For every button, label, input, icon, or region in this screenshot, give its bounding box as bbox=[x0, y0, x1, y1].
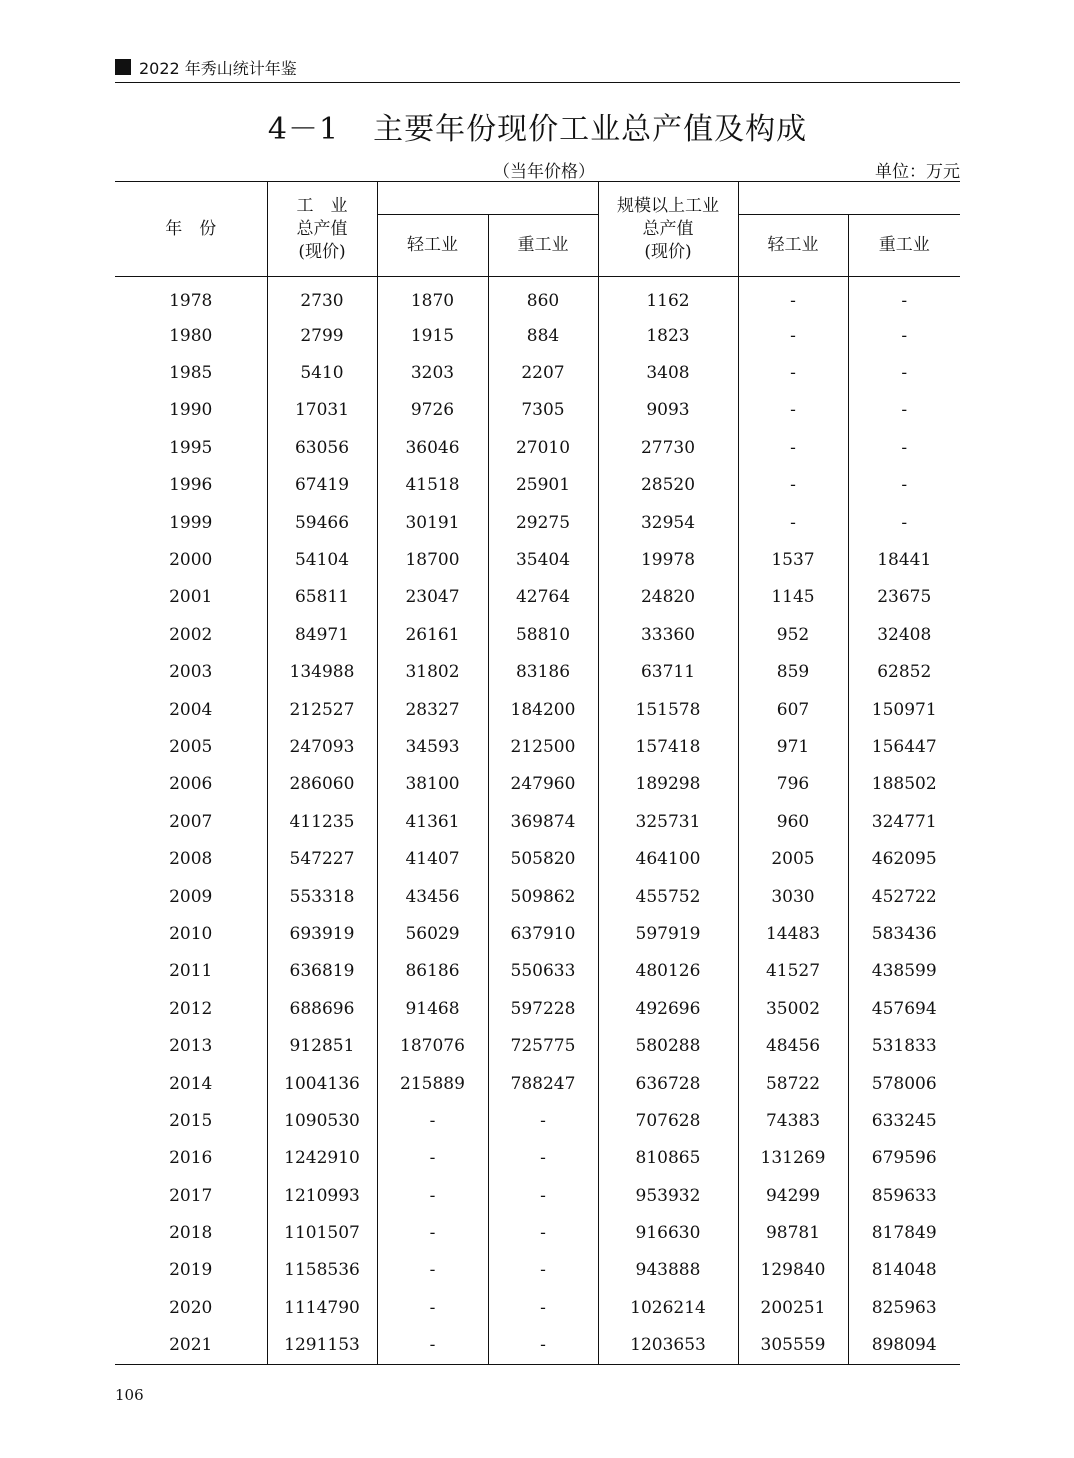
header-heavy-2: 重工业 bbox=[848, 215, 960, 277]
heavy-2-cell: 583436 bbox=[848, 915, 960, 952]
heavy-cell: - bbox=[488, 1327, 598, 1365]
light-2-cell: 200251 bbox=[738, 1289, 848, 1326]
year-cell: 2009 bbox=[169, 886, 213, 907]
heavy-2-cell: - bbox=[848, 277, 960, 318]
year-cell: 1980 bbox=[169, 325, 213, 346]
heavy-cell: - bbox=[488, 1214, 598, 1251]
light-2-cell: 35002 bbox=[738, 990, 848, 1027]
year-cell: 2018 bbox=[169, 1223, 213, 1244]
table-row bbox=[115, 1177, 960, 1214]
year-cell: 2005 bbox=[169, 736, 213, 757]
gross-output-cell: 1114790 bbox=[267, 1289, 377, 1326]
year-cell: 2019 bbox=[169, 1260, 213, 1281]
year-cell: 2002 bbox=[169, 624, 213, 645]
light-2-cell: - bbox=[738, 429, 848, 466]
table-row bbox=[115, 1214, 960, 1251]
gross-output-cell: 54104 bbox=[267, 541, 377, 578]
table-row bbox=[115, 728, 960, 765]
heavy-2-cell: 150971 bbox=[848, 691, 960, 728]
table-row bbox=[115, 1252, 960, 1289]
above-scale-cell: 28520 bbox=[598, 467, 738, 504]
light-2-cell: 1537 bbox=[738, 541, 848, 578]
above-scale-cell: 19978 bbox=[598, 541, 738, 578]
heavy-cell: 884 bbox=[488, 317, 598, 354]
light-cell: 215889 bbox=[377, 1065, 488, 1102]
light-cell: - bbox=[377, 1289, 488, 1326]
gross-output-cell: 5410 bbox=[267, 354, 377, 391]
heavy-2-cell: 578006 bbox=[848, 1065, 960, 1102]
above-scale-cell: 63711 bbox=[598, 654, 738, 691]
table-row bbox=[115, 277, 960, 318]
table-row bbox=[115, 915, 960, 952]
gross-output-cell: 134988 bbox=[267, 654, 377, 691]
table-row bbox=[115, 616, 960, 653]
year-cell: 2008 bbox=[169, 849, 213, 870]
gross-output-cell: 547227 bbox=[267, 840, 377, 877]
above-scale-cell: 943888 bbox=[598, 1252, 738, 1289]
light-cell: - bbox=[377, 1140, 488, 1177]
light-cell: 86186 bbox=[377, 953, 488, 990]
table-row bbox=[115, 317, 960, 354]
header-gross-output-line3: (现价) bbox=[298, 241, 346, 262]
heavy-2-cell: 817849 bbox=[848, 1214, 960, 1251]
heavy-cell: 860 bbox=[488, 277, 598, 318]
table-row bbox=[115, 766, 960, 803]
gross-output-cell: 1090530 bbox=[267, 1102, 377, 1139]
light-cell: 187076 bbox=[377, 1027, 488, 1064]
gross-output-cell: 2799 bbox=[267, 317, 377, 354]
above-scale-cell: 707628 bbox=[598, 1102, 738, 1139]
above-scale-cell: 1162 bbox=[598, 277, 738, 318]
table-row bbox=[115, 803, 960, 840]
heavy-cell: 788247 bbox=[488, 1065, 598, 1102]
gross-output-cell: 2730 bbox=[267, 277, 377, 318]
light-2-cell: 2005 bbox=[738, 840, 848, 877]
industrial-output-table bbox=[115, 181, 960, 1365]
light-cell: - bbox=[377, 1214, 488, 1251]
light-2-cell: 41527 bbox=[738, 953, 848, 990]
heavy-cell: 212500 bbox=[488, 728, 598, 765]
gross-output-cell: 84971 bbox=[267, 616, 377, 653]
heavy-2-cell: 814048 bbox=[848, 1252, 960, 1289]
heavy-cell: 725775 bbox=[488, 1027, 598, 1064]
year-cell: 1999 bbox=[169, 512, 213, 533]
table-row bbox=[115, 654, 960, 691]
header-square-icon bbox=[115, 59, 131, 75]
light-2-cell: 607 bbox=[738, 691, 848, 728]
light-cell: 30191 bbox=[377, 504, 488, 541]
light-2-cell: 94299 bbox=[738, 1177, 848, 1214]
gross-output-cell: 212527 bbox=[267, 691, 377, 728]
above-scale-cell: 492696 bbox=[598, 990, 738, 1027]
year-cell: 2007 bbox=[169, 811, 213, 832]
light-cell: 18700 bbox=[377, 541, 488, 578]
heavy-2-cell: 531833 bbox=[848, 1027, 960, 1064]
light-2-cell: - bbox=[738, 467, 848, 504]
heavy-cell: 369874 bbox=[488, 803, 598, 840]
heavy-2-cell: 462095 bbox=[848, 840, 960, 877]
light-cell: 41407 bbox=[377, 840, 488, 877]
above-scale-cell: 9093 bbox=[598, 392, 738, 429]
header-above-scale-line2: 总产值 bbox=[642, 218, 694, 239]
above-scale-cell: 3408 bbox=[598, 354, 738, 391]
year-cell: 2003 bbox=[169, 662, 213, 683]
gross-output-cell: 1242910 bbox=[267, 1140, 377, 1177]
table-row bbox=[115, 354, 960, 391]
year-cell: 1978 bbox=[169, 291, 213, 311]
gross-output-cell: 67419 bbox=[267, 467, 377, 504]
heavy-cell: 42764 bbox=[488, 579, 598, 616]
gross-output-cell: 411235 bbox=[267, 803, 377, 840]
above-scale-cell: 636728 bbox=[598, 1065, 738, 1102]
header-group-gap-1 bbox=[377, 182, 598, 215]
year-cell: 2012 bbox=[169, 998, 213, 1019]
light-cell: 28327 bbox=[377, 691, 488, 728]
table-row bbox=[115, 691, 960, 728]
above-scale-cell: 1203653 bbox=[598, 1327, 738, 1365]
year-cell: 2021 bbox=[115, 1327, 267, 1365]
light-2-cell: 58722 bbox=[738, 1065, 848, 1102]
year-cell: 1990 bbox=[169, 400, 213, 421]
table-row bbox=[115, 953, 960, 990]
table-row bbox=[115, 840, 960, 877]
gross-output-cell: 1291153 bbox=[267, 1327, 377, 1365]
above-scale-cell: 151578 bbox=[598, 691, 738, 728]
gross-output-cell: 247093 bbox=[267, 728, 377, 765]
above-scale-cell: 953932 bbox=[598, 1177, 738, 1214]
header-year: 年 份 bbox=[115, 182, 267, 277]
heavy-2-cell: 825963 bbox=[848, 1289, 960, 1326]
above-scale-cell: 32954 bbox=[598, 504, 738, 541]
light-2-cell: 129840 bbox=[738, 1252, 848, 1289]
light-cell: 34593 bbox=[377, 728, 488, 765]
year-cell: 1996 bbox=[169, 475, 213, 496]
subtitle-line bbox=[115, 157, 960, 181]
heavy-cell: 35404 bbox=[488, 541, 598, 578]
above-scale-cell: 24820 bbox=[598, 579, 738, 616]
heavy-2-cell: 62852 bbox=[848, 654, 960, 691]
gross-output-cell: 63056 bbox=[267, 429, 377, 466]
heavy-2-cell: 23675 bbox=[848, 579, 960, 616]
table-row bbox=[115, 579, 960, 616]
gross-output-cell: 688696 bbox=[267, 990, 377, 1027]
heavy-2-cell: 898094 bbox=[848, 1327, 960, 1365]
header-group-gap-2 bbox=[738, 182, 960, 215]
heavy-2-cell: - bbox=[848, 504, 960, 541]
light-cell: - bbox=[377, 1252, 488, 1289]
unit-label: 单位：万元 bbox=[875, 162, 960, 182]
header-light-2: 轻工业 bbox=[738, 215, 848, 277]
heavy-2-cell: 457694 bbox=[848, 990, 960, 1027]
heavy-2-cell: 188502 bbox=[848, 766, 960, 803]
heavy-cell: 27010 bbox=[488, 429, 598, 466]
header-gross-output bbox=[267, 182, 377, 277]
heavy-cell: 509862 bbox=[488, 878, 598, 915]
heavy-cell: - bbox=[488, 1102, 598, 1139]
gross-output-cell: 553318 bbox=[267, 878, 377, 915]
year-cell: 2016 bbox=[169, 1148, 213, 1169]
gross-output-cell: 286060 bbox=[267, 766, 377, 803]
gross-output-cell: 1210993 bbox=[267, 1177, 377, 1214]
light-cell: 9726 bbox=[377, 392, 488, 429]
table-header bbox=[115, 182, 960, 277]
light-cell: 56029 bbox=[377, 915, 488, 952]
light-cell: 1870 bbox=[377, 277, 488, 318]
light-cell: 36046 bbox=[377, 429, 488, 466]
heavy-cell: 83186 bbox=[488, 654, 598, 691]
year-cell: 2020 bbox=[169, 1297, 213, 1318]
header-above-scale-line3: (现价) bbox=[644, 241, 692, 262]
header-gross-output-line1: 工 业 bbox=[296, 195, 348, 216]
heavy-2-cell: 324771 bbox=[848, 803, 960, 840]
table-body bbox=[115, 277, 960, 1365]
light-cell: - bbox=[377, 1327, 488, 1365]
light-cell: 41518 bbox=[377, 467, 488, 504]
light-cell: 26161 bbox=[377, 616, 488, 653]
light-2-cell: 960 bbox=[738, 803, 848, 840]
year-cell: 2017 bbox=[169, 1185, 213, 1206]
above-scale-cell: 189298 bbox=[598, 766, 738, 803]
table-row bbox=[115, 1102, 960, 1139]
light-cell: 23047 bbox=[377, 579, 488, 616]
light-cell: 31802 bbox=[377, 654, 488, 691]
heavy-cell: - bbox=[488, 1140, 598, 1177]
above-scale-cell: 810865 bbox=[598, 1140, 738, 1177]
table-title bbox=[115, 104, 960, 148]
heavy-cell: 550633 bbox=[488, 953, 598, 990]
heavy-2-cell: 18441 bbox=[848, 541, 960, 578]
table-title-text: 主要年份现价工业总产值及构成 bbox=[373, 112, 808, 147]
gross-output-cell: 1004136 bbox=[267, 1065, 377, 1102]
gross-output-cell: 693919 bbox=[267, 915, 377, 952]
year-cell: 2004 bbox=[169, 699, 213, 720]
heavy-cell: - bbox=[488, 1252, 598, 1289]
light-2-cell: 14483 bbox=[738, 915, 848, 952]
gross-output-cell: 912851 bbox=[267, 1027, 377, 1064]
table-row bbox=[115, 990, 960, 1027]
light-2-cell: 859 bbox=[738, 654, 848, 691]
heavy-2-cell: 438599 bbox=[848, 953, 960, 990]
year-cell: 2013 bbox=[169, 1036, 213, 1057]
table-row bbox=[115, 467, 960, 504]
table-row bbox=[115, 1289, 960, 1326]
light-cell: - bbox=[377, 1177, 488, 1214]
heavy-2-cell: - bbox=[848, 354, 960, 391]
light-2-cell: - bbox=[738, 504, 848, 541]
light-2-cell: 48456 bbox=[738, 1027, 848, 1064]
table-row bbox=[115, 541, 960, 578]
heavy-cell: 58810 bbox=[488, 616, 598, 653]
year-cell: 2006 bbox=[169, 774, 213, 795]
header-light: 轻工业 bbox=[377, 215, 488, 277]
table-number: 4－1 bbox=[267, 112, 340, 147]
header-above-scale bbox=[598, 182, 738, 277]
heavy-2-cell: - bbox=[848, 392, 960, 429]
above-scale-cell: 597919 bbox=[598, 915, 738, 952]
heavy-2-cell: 679596 bbox=[848, 1140, 960, 1177]
above-scale-cell: 455752 bbox=[598, 878, 738, 915]
header-above-scale-line1: 规模以上工业 bbox=[617, 195, 719, 216]
heavy-2-cell: - bbox=[848, 467, 960, 504]
table-row bbox=[115, 1327, 960, 1365]
table-row bbox=[115, 878, 960, 915]
book-title: 2022 年秀山统计年鉴 bbox=[139, 59, 297, 78]
table-row bbox=[115, 1140, 960, 1177]
page-number: 106 bbox=[115, 1386, 144, 1404]
heavy-cell: 29275 bbox=[488, 504, 598, 541]
light-cell: 41361 bbox=[377, 803, 488, 840]
heavy-cell: - bbox=[488, 1177, 598, 1214]
year-cell: 2014 bbox=[169, 1073, 213, 1094]
table-row bbox=[115, 1027, 960, 1064]
above-scale-cell: 1026214 bbox=[598, 1289, 738, 1326]
heavy-cell: 505820 bbox=[488, 840, 598, 877]
above-scale-cell: 580288 bbox=[598, 1027, 738, 1064]
light-2-cell: - bbox=[738, 392, 848, 429]
above-scale-cell: 325731 bbox=[598, 803, 738, 840]
heavy-cell: 637910 bbox=[488, 915, 598, 952]
light-2-cell: 1145 bbox=[738, 579, 848, 616]
heavy-2-cell: - bbox=[848, 429, 960, 466]
light-2-cell: 3030 bbox=[738, 878, 848, 915]
heavy-2-cell: 859633 bbox=[848, 1177, 960, 1214]
year-cell: 2000 bbox=[169, 550, 213, 571]
light-2-cell: 796 bbox=[738, 766, 848, 803]
above-scale-cell: 1823 bbox=[598, 317, 738, 354]
above-scale-cell: 33360 bbox=[598, 616, 738, 653]
gross-output-cell: 636819 bbox=[267, 953, 377, 990]
heavy-2-cell: 452722 bbox=[848, 878, 960, 915]
price-note: （当年价格） bbox=[493, 162, 595, 182]
table-row bbox=[115, 504, 960, 541]
heavy-cell: 25901 bbox=[488, 467, 598, 504]
heavy-cell: 7305 bbox=[488, 392, 598, 429]
year-cell: 2010 bbox=[169, 923, 213, 944]
gross-output-cell: 65811 bbox=[267, 579, 377, 616]
light-cell: 43456 bbox=[377, 878, 488, 915]
above-scale-cell: 464100 bbox=[598, 840, 738, 877]
year-cell: 1995 bbox=[169, 437, 213, 458]
running-header bbox=[115, 54, 960, 83]
year-cell: 1985 bbox=[169, 363, 213, 384]
light-2-cell: 952 bbox=[738, 616, 848, 653]
header-heavy: 重工业 bbox=[488, 215, 598, 277]
year-cell: 2001 bbox=[169, 587, 213, 608]
light-cell: 1915 bbox=[377, 317, 488, 354]
above-scale-cell: 27730 bbox=[598, 429, 738, 466]
light-2-cell: 98781 bbox=[738, 1214, 848, 1251]
light-cell: - bbox=[377, 1102, 488, 1139]
above-scale-cell: 157418 bbox=[598, 728, 738, 765]
gross-output-cell: 1101507 bbox=[267, 1214, 377, 1251]
table-row bbox=[115, 1065, 960, 1102]
light-2-cell: - bbox=[738, 354, 848, 391]
header-gross-output-line2: 总产值 bbox=[296, 218, 348, 239]
gross-output-cell: 17031 bbox=[267, 392, 377, 429]
light-2-cell: - bbox=[738, 317, 848, 354]
heavy-2-cell: 32408 bbox=[848, 616, 960, 653]
heavy-cell: 2207 bbox=[488, 354, 598, 391]
above-scale-cell: 916630 bbox=[598, 1214, 738, 1251]
above-scale-cell: 480126 bbox=[598, 953, 738, 990]
gross-output-cell: 59466 bbox=[267, 504, 377, 541]
heavy-cell: 184200 bbox=[488, 691, 598, 728]
table-row bbox=[115, 392, 960, 429]
heavy-2-cell: - bbox=[848, 317, 960, 354]
heavy-cell: 597228 bbox=[488, 990, 598, 1027]
light-cell: 3203 bbox=[377, 354, 488, 391]
table-row bbox=[115, 429, 960, 466]
gross-output-cell: 1158536 bbox=[267, 1252, 377, 1289]
light-cell: 91468 bbox=[377, 990, 488, 1027]
year-cell: 2015 bbox=[169, 1110, 213, 1131]
light-2-cell: 971 bbox=[738, 728, 848, 765]
light-2-cell: 74383 bbox=[738, 1102, 848, 1139]
light-cell: 38100 bbox=[377, 766, 488, 803]
year-cell: 2011 bbox=[169, 961, 213, 982]
light-2-cell: - bbox=[738, 277, 848, 318]
heavy-2-cell: 633245 bbox=[848, 1102, 960, 1139]
light-2-cell: 305559 bbox=[738, 1327, 848, 1365]
heavy-cell: - bbox=[488, 1289, 598, 1326]
light-2-cell: 131269 bbox=[738, 1140, 848, 1177]
heavy-2-cell: 156447 bbox=[848, 728, 960, 765]
heavy-cell: 247960 bbox=[488, 766, 598, 803]
